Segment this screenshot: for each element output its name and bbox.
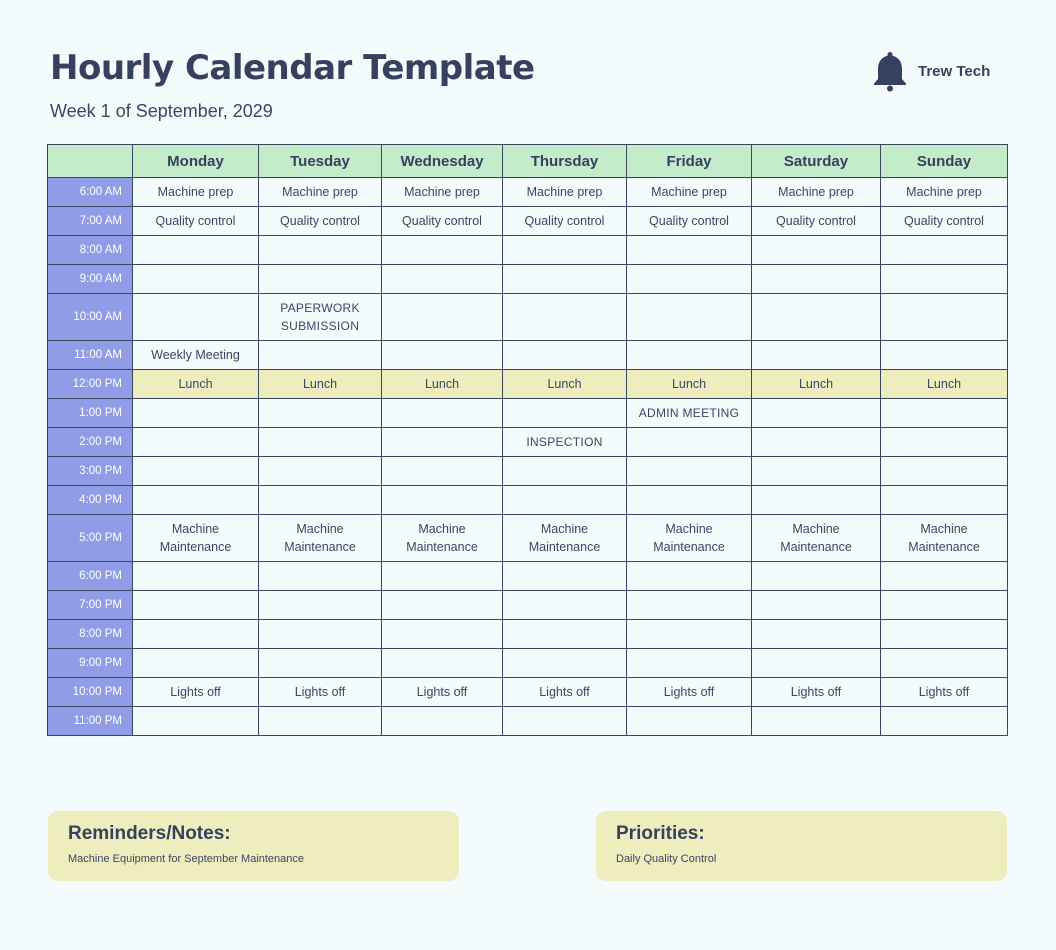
time-slot-label: 8:00 AM [48, 236, 133, 265]
calendar-cell[interactable] [881, 294, 1008, 341]
calendar-cell[interactable] [881, 341, 1008, 370]
time-slot-label: 7:00 PM [48, 591, 133, 620]
calendar-cell[interactable] [752, 649, 881, 678]
calendar-cell[interactable] [627, 707, 752, 736]
calendar-cell[interactable] [133, 620, 259, 649]
calendar-cell[interactable] [881, 236, 1008, 265]
calendar-cell[interactable] [752, 707, 881, 736]
calendar-cell[interactable] [133, 649, 259, 678]
calendar-cell[interactable]: Quality control [752, 207, 881, 236]
time-slot-label: 6:00 AM [48, 178, 133, 207]
calendar-row [48, 207, 1008, 236]
calendar-cell[interactable]: Lights off [503, 678, 627, 707]
calendar-cell[interactable] [503, 707, 627, 736]
calendar-cell[interactable] [382, 486, 503, 515]
calendar-cell[interactable] [259, 486, 382, 515]
calendar-cell[interactable] [503, 341, 627, 370]
calendar-cell[interactable] [382, 591, 503, 620]
time-slot-label: 9:00 PM [48, 649, 133, 678]
calendar-cell[interactable] [382, 428, 503, 457]
calendar-cell[interactable] [627, 341, 752, 370]
calendar-row [48, 236, 1008, 265]
calendar-cell[interactable]: Machine prep [627, 178, 752, 207]
calendar-cell[interactable] [752, 562, 881, 591]
reminders-heading: Reminders/Notes: [68, 823, 231, 844]
day-header-friday: Friday [627, 145, 752, 178]
calendar-cell[interactable] [752, 486, 881, 515]
calendar-cell[interactable]: Lunch [259, 370, 382, 399]
day-header-wednesday: Wednesday [382, 145, 503, 178]
calendar-cell[interactable] [752, 620, 881, 649]
time-slot-label: 7:00 AM [48, 207, 133, 236]
time-slot-label: 1:00 PM [48, 399, 133, 428]
calendar-row [48, 341, 1008, 370]
calendar-row [48, 428, 1008, 457]
calendar-cell[interactable] [133, 428, 259, 457]
calendar-row [48, 649, 1008, 678]
calendar-cell[interactable] [382, 620, 503, 649]
calendar-cell[interactable] [503, 294, 627, 341]
calendar-cell[interactable]: Lights off [133, 678, 259, 707]
calendar-cell[interactable] [627, 294, 752, 341]
calendar-cell[interactable] [881, 428, 1008, 457]
calendar-cell[interactable]: Quality control [133, 207, 259, 236]
calendar-cell[interactable] [503, 236, 627, 265]
calendar-cell[interactable] [881, 265, 1008, 294]
calendar-cell[interactable] [382, 341, 503, 370]
time-slot-label: 3:00 PM [48, 457, 133, 486]
calendar-cell[interactable] [133, 294, 259, 341]
calendar-cell[interactable]: Lights off [881, 678, 1008, 707]
calendar-row [48, 294, 1008, 341]
calendar-cell[interactable] [881, 486, 1008, 515]
calendar-cell[interactable]: Machine Maintenance [503, 515, 627, 562]
calendar-cell[interactable]: Lunch [881, 370, 1008, 399]
time-slot-label: 10:00 AM [48, 294, 133, 341]
time-slot-label: 5:00 PM [48, 515, 133, 562]
calendar-cell[interactable] [627, 265, 752, 294]
calendar-cell[interactable] [627, 428, 752, 457]
calendar-cell[interactable] [259, 649, 382, 678]
day-header-row [48, 145, 1008, 178]
calendar-cell[interactable] [881, 649, 1008, 678]
calendar-cell[interactable]: Lunch [752, 370, 881, 399]
calendar-cell[interactable]: Quality control [259, 207, 382, 236]
calendar-cell[interactable]: INSPECTION [503, 428, 627, 457]
calendar-cell[interactable]: Quality control [382, 207, 503, 236]
calendar-row [48, 591, 1008, 620]
calendar-cell[interactable]: Lunch [133, 370, 259, 399]
priorities-box [596, 811, 1007, 881]
calendar-cell[interactable]: Machine Maintenance [382, 515, 503, 562]
calendar-cell[interactable]: Lights off [752, 678, 881, 707]
calendar-cell[interactable] [259, 562, 382, 591]
calendar-cell[interactable] [259, 620, 382, 649]
calendar-cell[interactable] [752, 457, 881, 486]
time-slot-label: 11:00 AM [48, 341, 133, 370]
calendar-cell[interactable]: Lunch [503, 370, 627, 399]
calendar-cell[interactable] [133, 591, 259, 620]
brand-name: Trew Tech [918, 62, 991, 80]
calendar-cell[interactable] [382, 294, 503, 341]
calendar-cell[interactable]: Lunch [627, 370, 752, 399]
day-header-tuesday: Tuesday [259, 145, 382, 178]
calendar-cell[interactable] [881, 707, 1008, 736]
calendar-cell[interactable]: Machine prep [503, 178, 627, 207]
calendar-row [48, 370, 1008, 399]
calendar-cell[interactable] [627, 486, 752, 515]
calendar-row [48, 707, 1008, 736]
calendar-cell[interactable]: Weekly Meeting [133, 341, 259, 370]
calendar-cell[interactable] [259, 265, 382, 294]
calendar-cell[interactable] [503, 591, 627, 620]
calendar-cell[interactable] [382, 707, 503, 736]
day-header-monday: Monday [133, 145, 259, 178]
calendar-cell[interactable]: Machine prep [259, 178, 382, 207]
calendar-cell[interactable]: Machine Maintenance [752, 515, 881, 562]
calendar-cell[interactable] [382, 457, 503, 486]
calendar-cell[interactable] [881, 620, 1008, 649]
calendar-cell[interactable]: Machine prep [382, 178, 503, 207]
calendar-cell[interactable] [503, 486, 627, 515]
calendar-cell[interactable] [133, 562, 259, 591]
calendar-cell[interactable] [133, 236, 259, 265]
calendar-cell[interactable] [752, 591, 881, 620]
day-header-thursday: Thursday [503, 145, 627, 178]
calendar-cell[interactable]: Lunch [382, 370, 503, 399]
calendar-cell[interactable] [752, 399, 881, 428]
calendar-cell[interactable] [503, 620, 627, 649]
calendar-cell[interactable] [503, 457, 627, 486]
page-subtitle: Week 1 of September, 2029 [50, 101, 273, 121]
calendar-cell[interactable] [752, 265, 881, 294]
calendar-cell[interactable] [259, 591, 382, 620]
calendar-cell[interactable] [382, 399, 503, 428]
reminders-text: Machine Equipment for September Maintenance [68, 853, 305, 865]
calendar-cell[interactable]: Quality control [503, 207, 627, 236]
calendar-cell[interactable] [627, 649, 752, 678]
calendar-cell[interactable]: Lights off [627, 678, 752, 707]
page-title: Hourly Calendar Template [50, 48, 535, 88]
calendar-cell[interactable] [752, 428, 881, 457]
calendar-cell[interactable]: Machine prep [133, 178, 259, 207]
calendar-cell[interactable]: Machine Maintenance [133, 515, 259, 562]
time-slot-label: 6:00 PM [48, 562, 133, 591]
hourly-calendar [47, 144, 1008, 736]
time-slot-label: 9:00 AM [48, 265, 133, 294]
calendar-cell[interactable] [752, 236, 881, 265]
day-header-sunday: Sunday [881, 145, 1008, 178]
calendar-cell[interactable] [752, 294, 881, 341]
calendar-row [48, 265, 1008, 294]
time-slot-label: 11:00 PM [48, 707, 133, 736]
calendar-cell[interactable] [133, 457, 259, 486]
calendar-cell[interactable] [133, 486, 259, 515]
calendar-cell[interactable] [133, 707, 259, 736]
calendar-cell[interactable] [627, 620, 752, 649]
calendar-cell[interactable] [382, 236, 503, 265]
calendar-cell[interactable]: Quality control [881, 207, 1008, 236]
calendar-row [48, 515, 1008, 562]
calendar-cell[interactable] [881, 562, 1008, 591]
calendar-cell[interactable]: Machine prep [752, 178, 881, 207]
calendar-cell[interactable] [259, 428, 382, 457]
day-header-saturday: Saturday [752, 145, 881, 178]
priorities-heading: Priorities: [616, 823, 705, 844]
bell-icon [872, 50, 908, 92]
calendar-cell[interactable] [503, 562, 627, 591]
calendar-cell[interactable] [627, 457, 752, 486]
calendar-cell[interactable]: Machine Maintenance [627, 515, 752, 562]
calendar-cell[interactable]: Lights off [259, 678, 382, 707]
reminders-notes-box [48, 811, 459, 881]
time-slot-label: 2:00 PM [48, 428, 133, 457]
calendar-cell[interactable]: Machine Maintenance [259, 515, 382, 562]
calendar-cell[interactable] [382, 562, 503, 591]
calendar-cell[interactable]: PAPERWORK SUBMISSION [259, 294, 382, 341]
calendar-cell[interactable] [503, 399, 627, 428]
calendar-row [48, 620, 1008, 649]
calendar-row [48, 457, 1008, 486]
calendar-row [48, 486, 1008, 515]
time-slot-label: 4:00 PM [48, 486, 133, 515]
calendar-cell[interactable] [133, 265, 259, 294]
calendar-cell[interactable] [259, 399, 382, 428]
calendar-cell[interactable] [627, 236, 752, 265]
priorities-text: Daily Quality Control [616, 853, 717, 865]
corner-cell [48, 145, 133, 178]
brand [872, 50, 990, 92]
calendar-cell[interactable]: Lights off [382, 678, 503, 707]
calendar-cell[interactable]: Machine prep [881, 178, 1008, 207]
calendar-cell[interactable]: Quality control [627, 207, 752, 236]
calendar-cell[interactable] [382, 265, 503, 294]
calendar-cell[interactable]: Machine Maintenance [881, 515, 1008, 562]
calendar-row [48, 178, 1008, 207]
calendar-cell[interactable] [503, 265, 627, 294]
time-slot-label: 12:00 PM [48, 370, 133, 399]
calendar-cell[interactable] [259, 457, 382, 486]
calendar-cell[interactable] [627, 591, 752, 620]
calendar-row [48, 399, 1008, 428]
calendar-cell[interactable] [382, 649, 503, 678]
calendar-row [48, 678, 1008, 707]
calendar-cell[interactable] [259, 707, 382, 736]
calendar-cell[interactable]: ADMIN MEETING [627, 399, 752, 428]
calendar-cell[interactable] [259, 236, 382, 265]
calendar-cell[interactable] [881, 399, 1008, 428]
calendar-row [48, 562, 1008, 591]
calendar-cell[interactable] [881, 457, 1008, 486]
calendar-cell[interactable] [503, 649, 627, 678]
calendar-cell[interactable] [881, 591, 1008, 620]
time-slot-label: 10:00 PM [48, 678, 133, 707]
calendar-cell[interactable] [627, 562, 752, 591]
calendar-cell[interactable] [752, 341, 881, 370]
calendar-cell[interactable] [259, 341, 382, 370]
calendar-cell[interactable] [133, 399, 259, 428]
time-slot-label: 8:00 PM [48, 620, 133, 649]
